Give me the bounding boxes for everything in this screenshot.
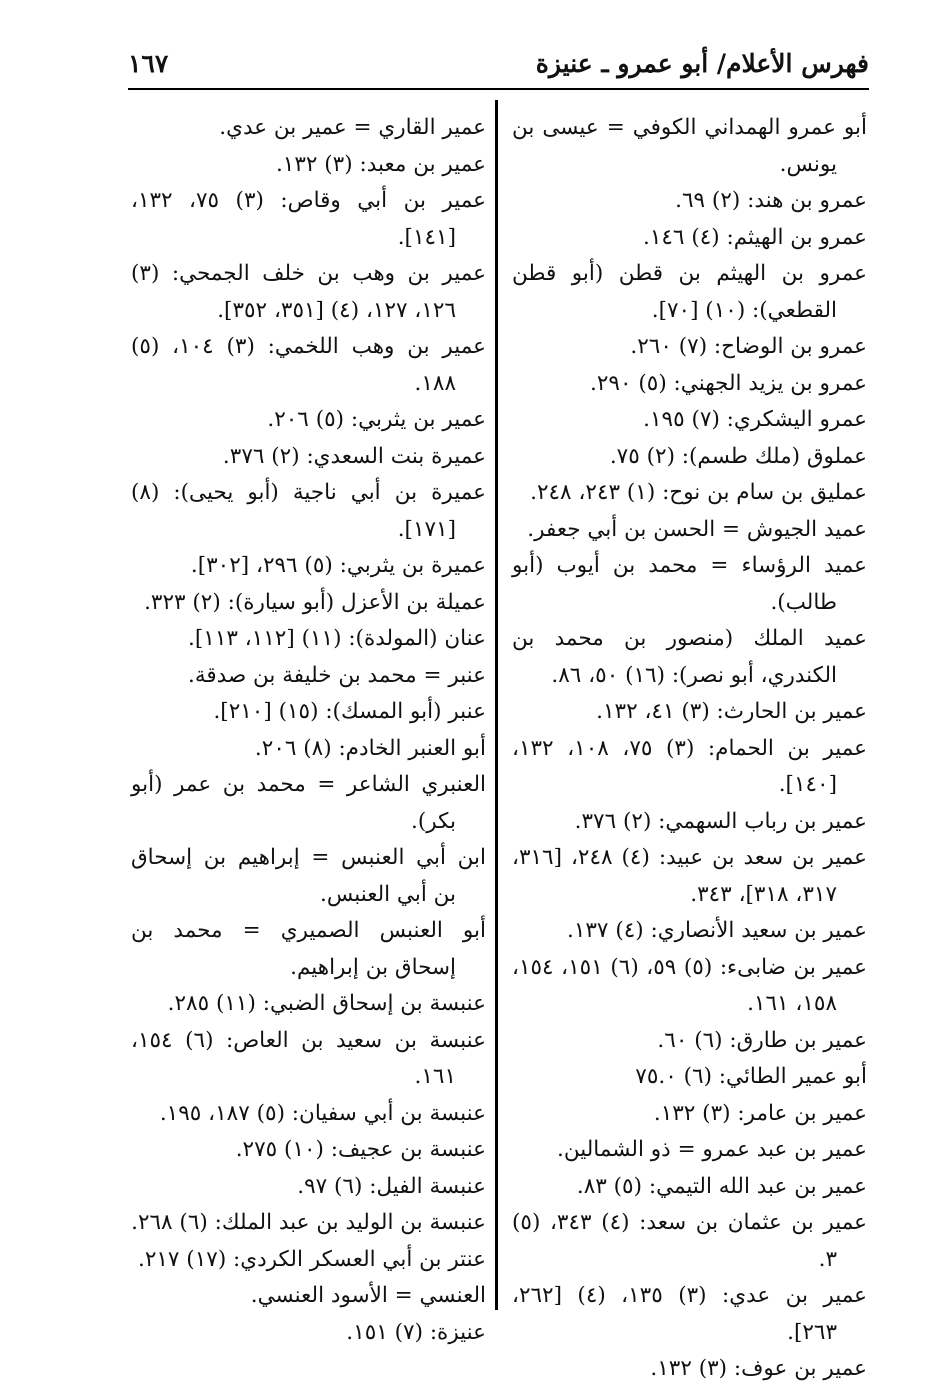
index-column-right: [512, 110, 867, 1381]
index-entry: عميرة بن أبي ناجية (أبو يحيى): (٨) [١٧١].: [131, 480, 486, 542]
index-entry: أبو عمرو الهمداني الكوفي = عيسى بن يونس.: [512, 115, 867, 177]
index-entry: عنبسة بن إسحاق الضبي: (١١) ٢٨٥.: [167, 991, 486, 1016]
index-entry: عمير بن عامر: (٣) ١٣٢.: [653, 1100, 867, 1126]
index-entry: عمير بن طارق: (٦) ٦٠.: [657, 1027, 867, 1053]
index-entry: عنبسة بن سعيد بن العاص: (٦) ١٥٤، ١٦١.: [131, 1027, 486, 1089]
index-entry: عمير بن يثربي: (٥) ٢٠٦.: [267, 407, 486, 432]
index-entry: عنبسة بن الوليد بن عبد الملك: (٦) ٢٦٨.: [131, 1210, 486, 1235]
index-entry: العنبري الشاعر = محمد بن عمر (أبو بكر).: [131, 772, 486, 834]
index-entry: عمير بن معبد: (٣) ١٣٢.: [275, 151, 486, 177]
index-entry: عميد الرؤساء = محمد بن أيوب (أبو طالب).: [512, 553, 867, 615]
index-entry: عمير بن أبي وقاص: (٣) ٧٥، ١٣٢، [١٤١].: [131, 188, 486, 250]
index-entry: ابن أبي العنبس = إبراهيم بن إسحاق بن أبي العنبس.: [131, 845, 486, 907]
index-entry: عمير القاري = عمير بن عدي.: [219, 115, 486, 140]
index-entry: عمير بن عبد الله التيمي: (٥) ٨٣.: [576, 1173, 867, 1199]
index-entry: عمير بن عبد عمرو = ذو الشمالين.: [557, 1137, 867, 1162]
page-number: ١٦٧: [128, 48, 169, 78]
index-entry: عمليق بن سام بن نوح: (١) ٢٤٣، ٢٤٨.: [530, 480, 867, 505]
index-entry: عمير بن الحمام: (٣) ٧٥، ١٠٨، ١٣٢، [١٤٠].: [512, 735, 867, 797]
index-column-left: [131, 110, 486, 1345]
index-entry: عمير بن رباب السهمي: (٢) ٣٧٦.: [574, 808, 867, 834]
running-title: فهرس الأعلام/ أبو عمرو ـ عنيزة: [535, 48, 869, 78]
index-entry: عمرو بن الوضاح: (٧) ٢٦٠.: [630, 334, 867, 359]
index-entry: عنبر (أبو المسك): (١٥) [٢١٠].: [213, 699, 486, 724]
index-entry: عنان (المولدة): (١١) [١١٢، ١١٣].: [188, 626, 486, 651]
index-entry: عميد الملك (منصور بن محمد بن الكندري، أبو نصر): (١٦) ٥٠، ٨٦.: [512, 626, 867, 688]
index-entry: عمير بن وهب اللخمي: (٣) ١٠٤، (٥) ١٨٨.: [131, 334, 486, 396]
index-entry: عنبر = محمد بن خليفة بن صدقة.: [188, 662, 486, 688]
index-entry: عميرة بنت السعدي: (٢) ٣٧٦.: [222, 443, 486, 469]
index-entry: عمير بن الحارث: (٣) ٤١، ١٣٢.: [596, 699, 867, 724]
index-entry: عمير بن ضابىء: (٥) ٥٩، (٦) ١٥١، ١٥٤، ١٥٨، ١٦١.: [512, 954, 867, 1016]
index-entry: أبو العنبر الخادم: (٨) ٢٠٦.: [254, 735, 486, 761]
index-entry: عميد الجيوش = الحسن بن أبي جعفر.: [527, 516, 867, 542]
index-entry: عميرة بن يثربي: (٥) ٢٩٦، [٣٠٢].: [190, 553, 486, 578]
index-entry: أبو العنبس الصميري = محمد بن إسحاق بن إبراهيم.: [131, 918, 486, 980]
index-entry: عملوق (ملك طسم): (٢) ٧٥.: [609, 443, 867, 469]
page-header: [128, 44, 869, 90]
index-entry: أبو عمير الطائي: (٦) ٧٥.٠: [635, 1064, 867, 1089]
index-entry: عمرو اليشكري: (٧) ١٩٥.: [643, 407, 867, 432]
index-entry: عنيزة: (٧) ١٥١.: [346, 1319, 486, 1345]
index-entry: عمرو بن الهيثم: (٤) ١٤٦.: [642, 224, 867, 250]
index-entry: عمير بن سعيد الأنصاري: (٤) ١٣٧.: [566, 918, 867, 943]
index-entry: عمرو بن يزيد الجهني: (٥) ٢٩٠.: [590, 370, 867, 396]
index-entry: عنبسة بن أبي سفيان: (٥) ١٨٧، ١٩٥.: [159, 1100, 486, 1126]
column-divider: [495, 100, 498, 1310]
index-entry: عمرو بن الهيثم بن قطن (أبو قطن القطعي): (١٠) [٧٠].: [512, 261, 867, 323]
index-entry: عمير بن سعد بن عبيد: (٤) ٢٤٨، [٣١٦، ٣١٧، ٣١٨]، ٣٤٣.: [512, 845, 867, 907]
index-entry: عنتر بن أبي العسكر الكردي: (١٧) ٢١٧.: [137, 1246, 486, 1272]
index-entry: عمير بن عوف: (٣) ١٣٢.: [650, 1356, 867, 1381]
index-entry: عنبسة الفيل: (٦) ٩٧.: [297, 1173, 486, 1199]
index-entry: العنسي = الأسود العنسي.: [250, 1283, 486, 1308]
index-entry: عمير بن عدي: (٣) ١٣٥، (٤) [٢٦٢، ٢٦٣].: [512, 1283, 867, 1345]
index-entry: عمير بن عثمان بن سعد: (٤) ٣٤٣، (٥) ٣.: [512, 1210, 867, 1272]
index-entry: عمرو بن هند: (٢) ٦٩.: [675, 188, 867, 213]
index-entry: عنبسة بن عجيف: (١٠) ٢٧٥.: [235, 1137, 486, 1162]
index-entry: عميلة بن الأعزل (أبو سيارة): (٢) ٣٢٣.: [144, 589, 486, 615]
index-entry: عمير بن وهب بن خلف الجمحي: (٣) ١٢٦، ١٢٧، (٤) [٣٥١، ٣٥٢].: [131, 261, 486, 323]
